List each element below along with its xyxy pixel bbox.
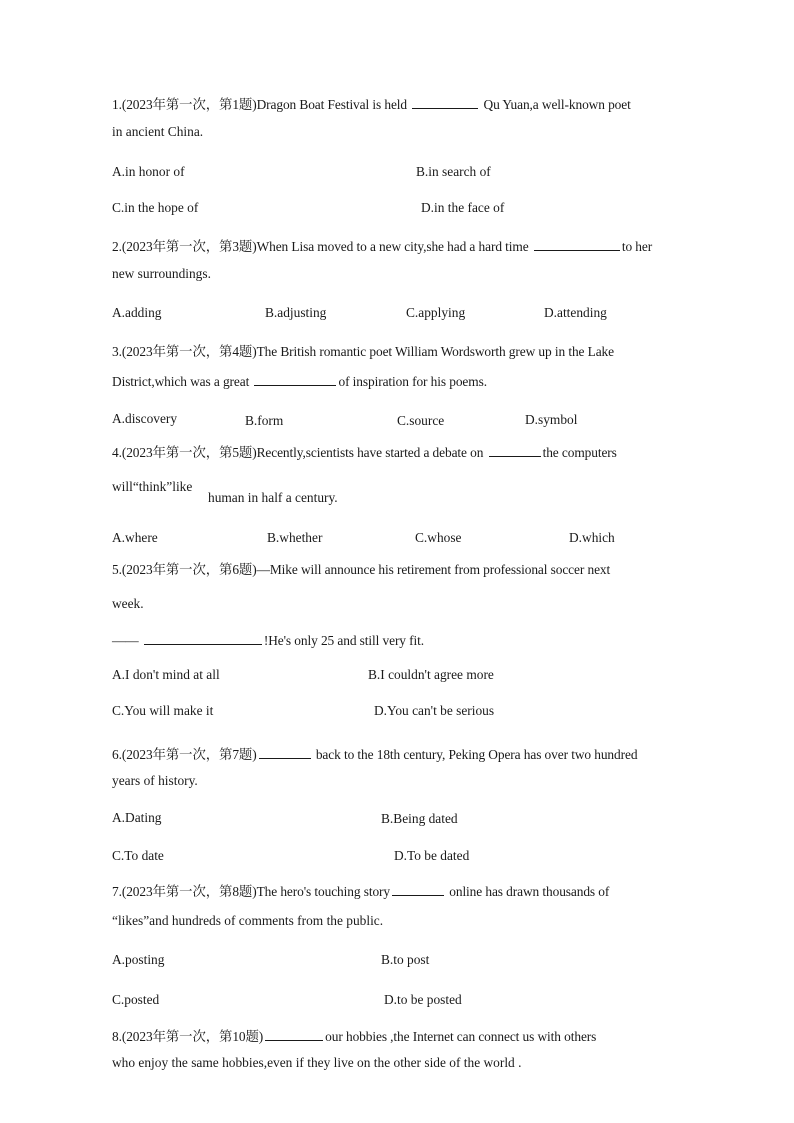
question-2-option-d[interactable]: D.attending	[544, 305, 607, 320]
question-3-option-d[interactable]: D.symbol	[525, 412, 578, 427]
question-4-option-b[interactable]: B.whether	[267, 530, 323, 545]
answer-blank[interactable]	[265, 1028, 323, 1041]
question-7-option-c[interactable]: C.posted	[112, 992, 160, 1007]
answer-blank[interactable]	[534, 238, 620, 251]
question-1-stem-line2: in ancient China.	[112, 124, 204, 139]
question-2-option-c[interactable]: C.applying	[406, 305, 466, 320]
question-1-option-a[interactable]: A.in honor of	[112, 164, 185, 179]
question-3-option-c[interactable]: C.source	[397, 413, 445, 428]
answer-blank[interactable]	[489, 444, 541, 457]
answer-blank[interactable]	[254, 373, 336, 386]
question-4-option-a[interactable]: A.where	[112, 530, 158, 545]
question-4-stem: 4.(2023年第一次，第5题)Recently,scientists have started a debate on the computers	[112, 445, 617, 460]
question-4-stem-line2a: will“think”like	[112, 479, 193, 494]
question-5-option-b[interactable]: B.I couldn't agree more	[368, 667, 494, 682]
question-8-stem: 8.(2023年第一次，第10题) our hobbies ,the Internet can connect us with others	[112, 1029, 597, 1044]
question-2-option-a[interactable]: A.adding	[112, 305, 162, 320]
question-7-stem: 7.(2023年第一次，第8题)The hero's touching story online has drawn thousands of	[112, 884, 610, 899]
question-7-option-b[interactable]: B.to post	[381, 952, 430, 967]
answer-blank[interactable]	[259, 746, 311, 759]
question-7-stem-line2: “likes”and hundreds of comments from the public.	[112, 913, 384, 928]
question-5-reply: —— !He's only 25 and still very fit.	[112, 633, 424, 648]
question-6-option-b[interactable]: B.Being dated	[381, 811, 458, 826]
question-5-option-a[interactable]: A.I don't mind at all	[112, 667, 220, 682]
question-6-option-a[interactable]: A.Dating	[112, 810, 162, 825]
question-5-stem: 5.(2023年第一次，第6题)—Mike will announce his retirement from professional soccer next	[112, 562, 611, 577]
answer-blank[interactable]	[392, 883, 444, 896]
question-4-stem-line2b: human in half a century.	[208, 490, 338, 505]
answer-blank[interactable]	[412, 96, 478, 109]
question-1-option-c[interactable]: C.in the hope of	[112, 200, 199, 215]
question-5-option-c[interactable]: C.You will make it	[112, 703, 214, 718]
question-4-option-d[interactable]: D.which	[569, 530, 615, 545]
question-8-stem-line2: who enjoy the same hobbies,even if they live on the other side of the world .	[112, 1055, 522, 1070]
question-4-option-c[interactable]: C.whose	[415, 530, 462, 545]
question-1-option-b[interactable]: B.in search of	[416, 164, 491, 179]
question-6-option-d[interactable]: D.To be dated	[394, 848, 470, 863]
question-1-stem: 1.(2023年第一次，第1题)Dragon Boat Festival is held Qu Yuan,a well-known poet	[112, 97, 631, 112]
question-2-option-b[interactable]: B.adjusting	[265, 305, 327, 320]
question-6-stem-line2: years of history.	[112, 773, 198, 788]
question-5-option-d[interactable]: D.You can't be serious	[374, 703, 495, 718]
question-2-stem: 2.(2023年第一次，第3题)When Lisa moved to a new city,she had a hard time to her	[112, 239, 653, 254]
question-1-option-d[interactable]: D.in the face of	[421, 200, 505, 215]
question-7-option-d[interactable]: D.to be posted	[384, 992, 462, 1007]
answer-blank[interactable]	[144, 632, 262, 645]
question-6-option-c[interactable]: C.To date	[112, 848, 164, 863]
question-3-option-b[interactable]: B.form	[245, 413, 284, 428]
question-3-option-a[interactable]: A.discovery	[112, 411, 178, 426]
question-2-stem-line2: new surroundings.	[112, 266, 211, 281]
question-7-option-a[interactable]: A.posting	[112, 952, 165, 967]
question-3-stem-line2: District,which was a great of inspiration for his poems.	[112, 374, 487, 389]
question-3-stem: 3.(2023年第一次，第4题)The British romantic poet William Wordsworth grew up in the Lake	[112, 344, 614, 359]
question-6-stem: 6.(2023年第一次，第7题) back to the 18th century, Peking Opera has over two hundred	[112, 747, 638, 762]
question-5-stem-line2: week.	[112, 596, 144, 611]
